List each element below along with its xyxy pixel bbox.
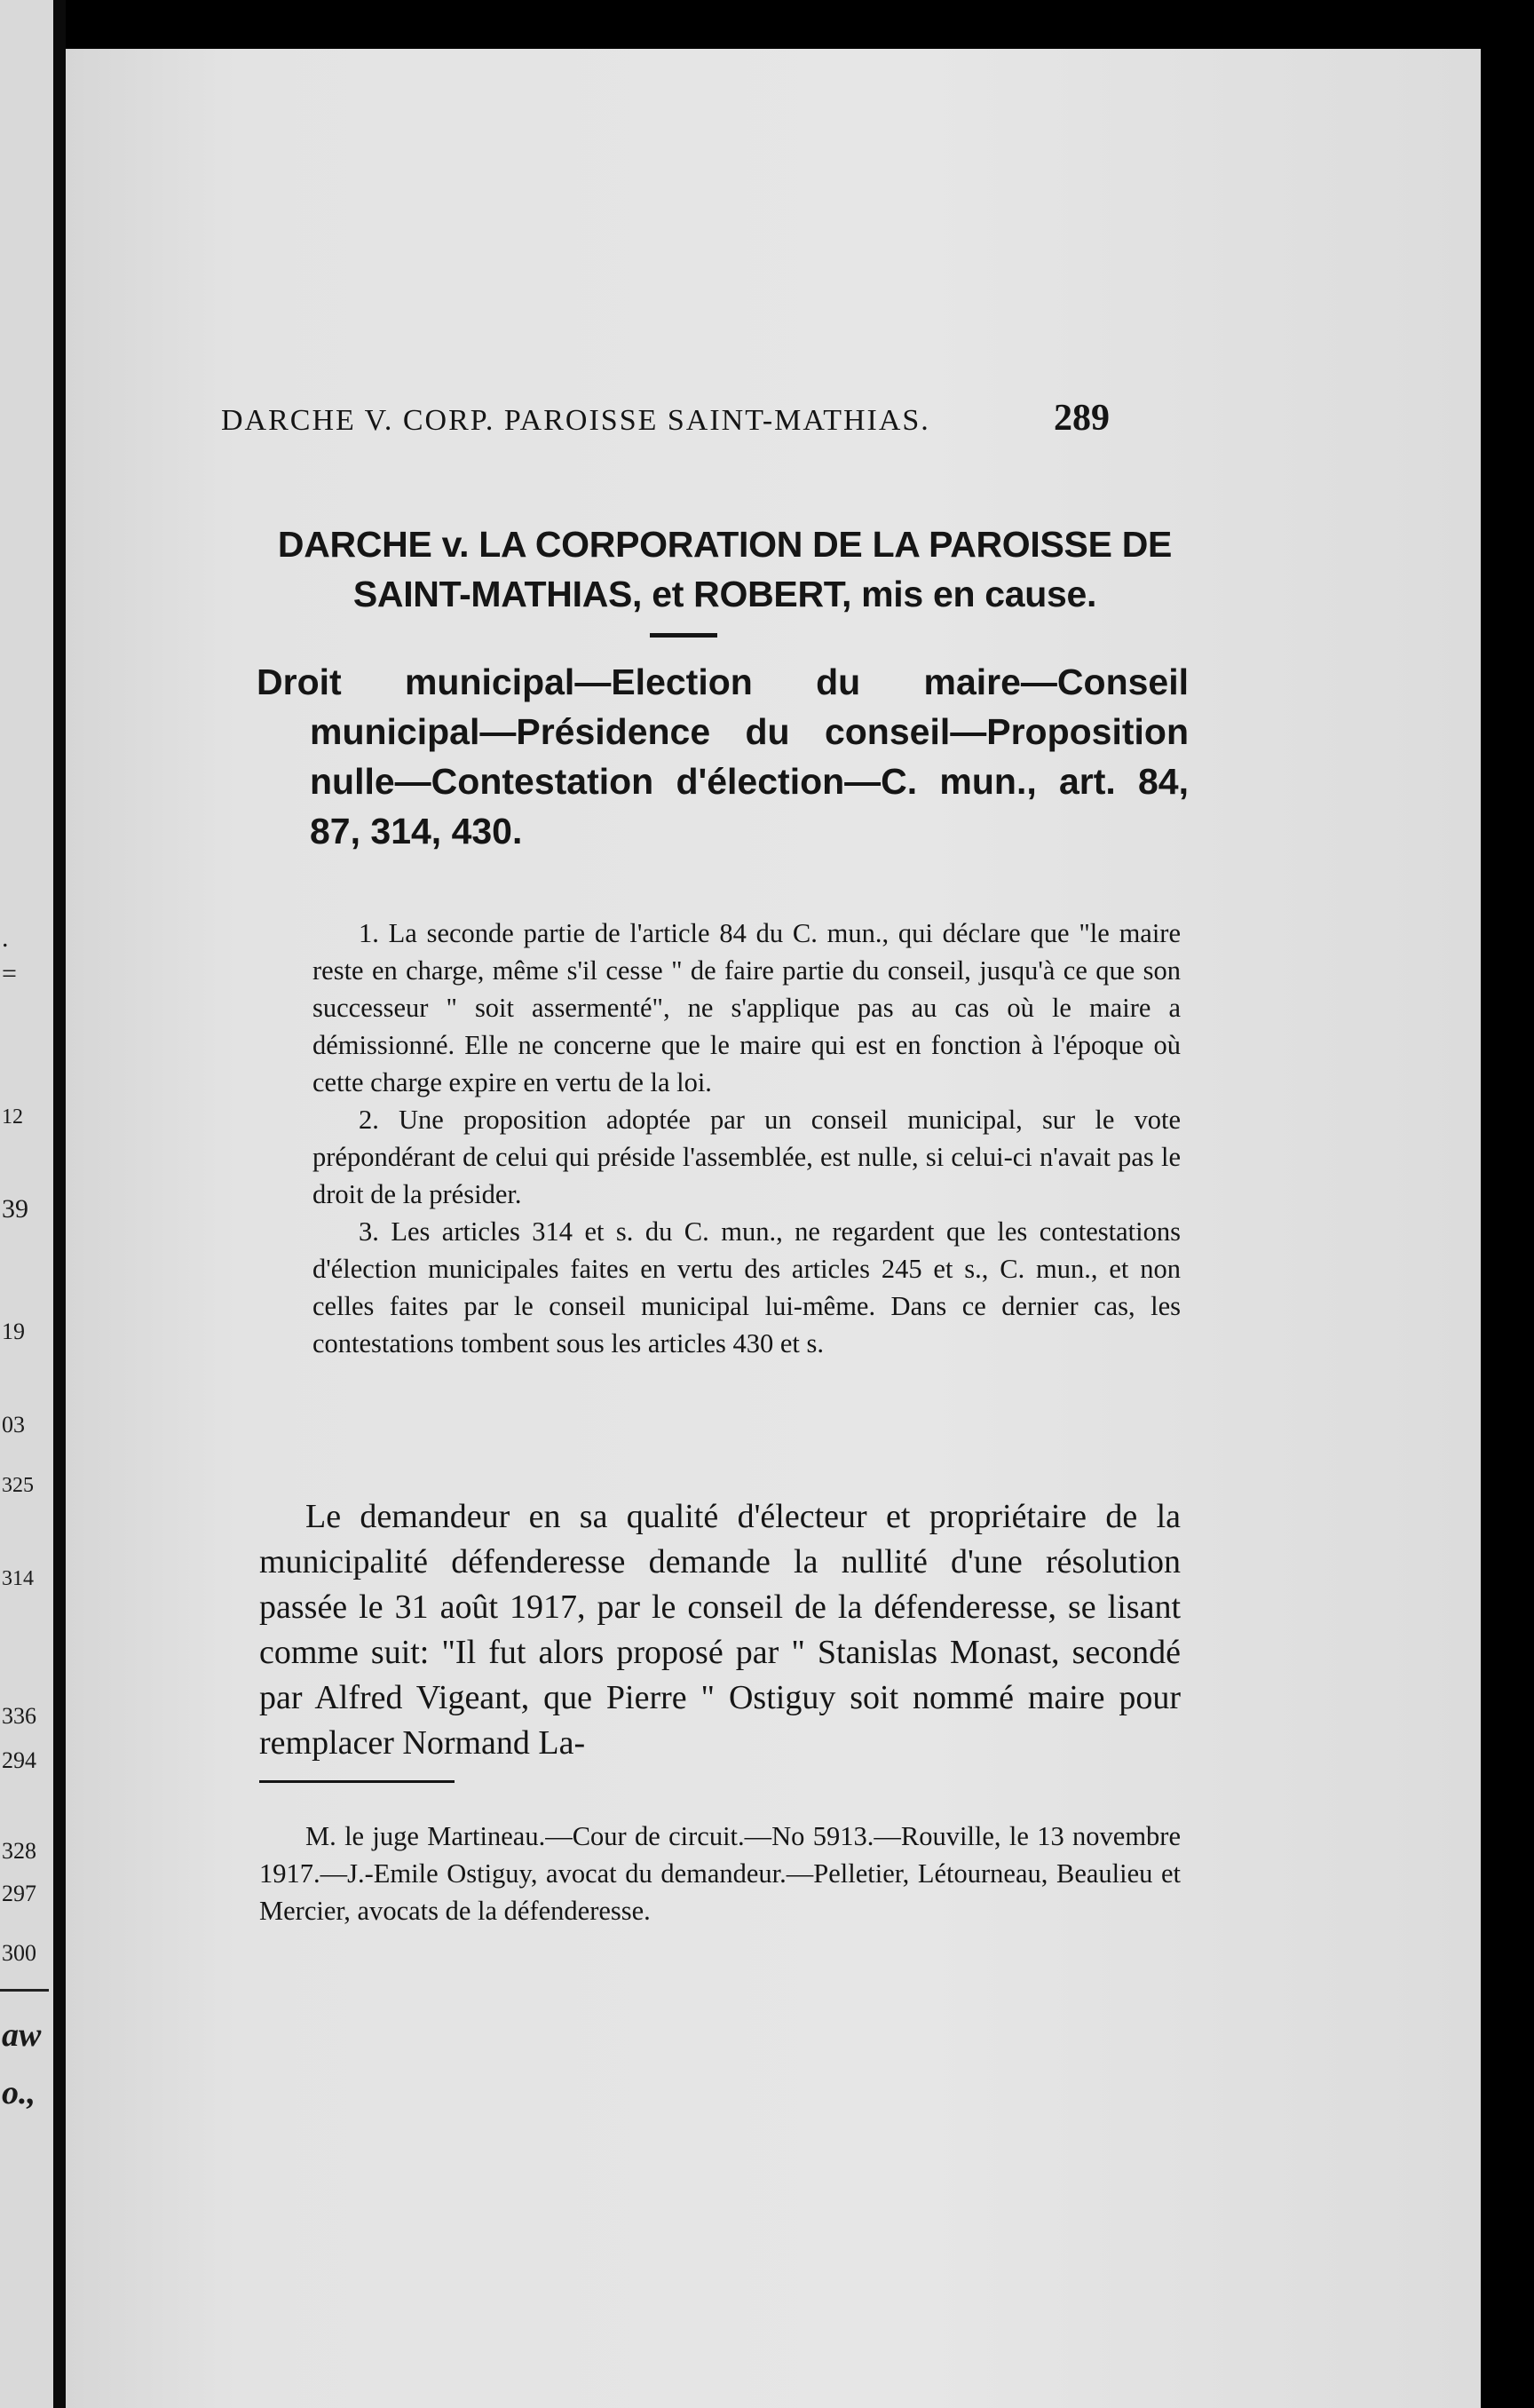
holding-item: 2. Une proposition adoptée par un conseil municipal, sur le vote prépondérant de celui qui préside l'assemblée, est nulle, si celui-ci n'avait pas le droit de la présider. xyxy=(312,1105,1181,1209)
margin-fragment: 19 xyxy=(2,1319,25,1344)
margin-fragment: aw xyxy=(2,2016,42,2054)
footnote-rule xyxy=(259,1780,455,1783)
margin-fragment: 297 xyxy=(2,1881,36,1906)
margin-fragment: 294 xyxy=(2,1747,36,1773)
holdings-list xyxy=(312,915,1181,1362)
body-text xyxy=(259,1494,1181,1766)
margin-fragment: 325 xyxy=(2,1474,34,1497)
facing-page-edge xyxy=(0,0,53,2408)
case-title: DARCHE v. LA CORPORATION DE LA PAROISSE DE SAINT-MATHIAS, et ROBERT, mis en cause. xyxy=(277,524,1173,614)
body-paragraph: Le demandeur en sa qualité d'électeur et propriétaire de la municipalité défenderesse demande la nullité d'une résolution passée le 31 août 1917, par le conseil de la défenderesse, se lisant comme suit: "Il fut alors proposé par " Stanislas Monast, secondé par Alfred Vigeant, que Pierre " Ostiguy soit nommé maire pour remplacer Normand La- xyxy=(259,1498,1181,1762)
running-head: DARCHE V. CORP. PAROISSE SAINT-MATHIAS. xyxy=(221,404,930,437)
footnote-text: M. le juge Martineau.—Cour de circuit.—No 5913.—Rouville, le 13 novembre 1917.—J.-Emile Ostiguy, avocat du demandeur.—Pelletier, Létourneau, Beaulieu et Mercier, avocats de la défenderesse. xyxy=(259,1821,1181,1926)
margin-fragment: . xyxy=(2,923,9,953)
margin-fragment: 12 xyxy=(2,1105,23,1129)
margin-fragment: 300 xyxy=(2,1940,36,1966)
margin-rule xyxy=(0,1989,49,1992)
keywords-headnote: Droit municipal—Election du maire—Conseil municipal—Présidence du conseil—Proposition nulle—Contestation d'élection—C. mun., art. 84, 87, 314, 430. xyxy=(257,661,1189,852)
book-page xyxy=(66,49,1481,2408)
margin-fragment: 03 xyxy=(2,1412,25,1438)
holding-item: 1. La seconde partie de l'article 84 du C. mun., qui déclare que "le maire reste en charge, même s'il cesse " de faire partie du conseil, jusqu'à ce que son successeur " soit assermenté", ne s'applique pas au cas où le maire a démissionné. Elle ne concerne que le maire qui est en fonction à l'époque où cette charge expire en vertu de la loi. xyxy=(312,918,1181,1097)
margin-fragment: 314 xyxy=(2,1567,34,1590)
holding-item: 3. Les articles 314 et s. du C. mun., ne regardent que les contestations d'élection municipales faites en vertu des articles 245 et s., C. mun., et non celles faites par le conseil municipal lui-même. Dans ce dernier cas, les contestations tombent sous les articles 430 et s. xyxy=(312,1216,1181,1358)
margin-fragment: 328 xyxy=(2,1838,36,1864)
margin-fragment: 39 xyxy=(2,1194,28,1224)
title-rule xyxy=(650,633,717,638)
margin-fragment: o., xyxy=(2,2074,36,2111)
page-number: 289 xyxy=(1054,398,1110,439)
margin-fragment: = xyxy=(2,959,17,988)
margin-fragment: 336 xyxy=(2,1703,36,1729)
footnote xyxy=(259,1818,1181,1929)
page-gutter xyxy=(53,0,66,2408)
